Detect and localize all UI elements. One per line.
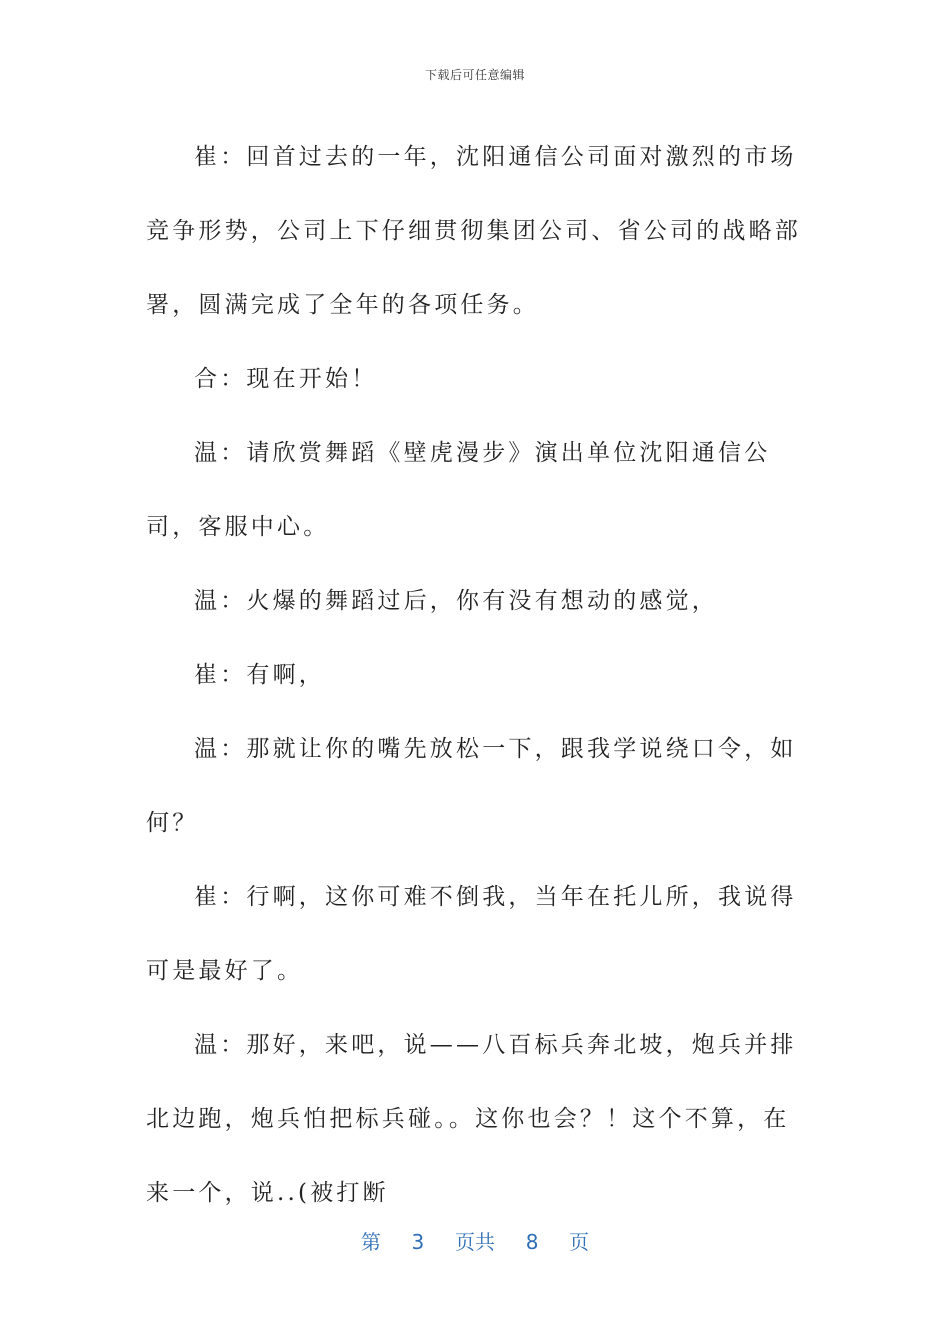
- paragraph-4: 温：火爆的舞蹈过后，你有没有想动的感觉，: [194, 588, 718, 614]
- footer-suffix: 页: [569, 1230, 590, 1254]
- page-footer: [0, 1226, 950, 1255]
- page-header: 下载后可任意编辑: [424, 68, 525, 82]
- paragraph-2: 合：现在开始！: [194, 366, 378, 392]
- paragraph-5: 崔：有啊，: [194, 662, 325, 688]
- footer-total-pages: 8: [525, 1230, 539, 1254]
- document-body: [146, 120, 806, 1230]
- footer-current-page: 3: [411, 1230, 425, 1254]
- paragraph-3: 温：请欣赏舞蹈《壁虎漫步》演出单位沈阳通信公司，客服中心。: [146, 440, 771, 540]
- paragraph-1: 崔：回首过去的一年，沈阳通信公司面对激烈的市场竞争形势，公司上下仔细贯彻集团公司、省公司的战略部署，圆满完成了全年的各项任务。: [146, 144, 801, 318]
- footer-prefix: 第: [360, 1230, 381, 1254]
- paragraph-6: 温：那就让你的嘴先放松一下，跟我学说绕口令，如何？: [146, 736, 797, 836]
- footer-middle: 页共: [455, 1230, 495, 1254]
- paragraph-8: 温：那好，来吧，说——八百标兵奔北坡，炮兵并排北边跑，炮兵怕把标兵碰。。这你也会？！这个不算，在来一个，说..(被打断: [146, 1032, 797, 1206]
- paragraph-7: 崔：行啊，这你可难不倒我，当年在托儿所，我说得可是最好了。: [146, 884, 797, 984]
